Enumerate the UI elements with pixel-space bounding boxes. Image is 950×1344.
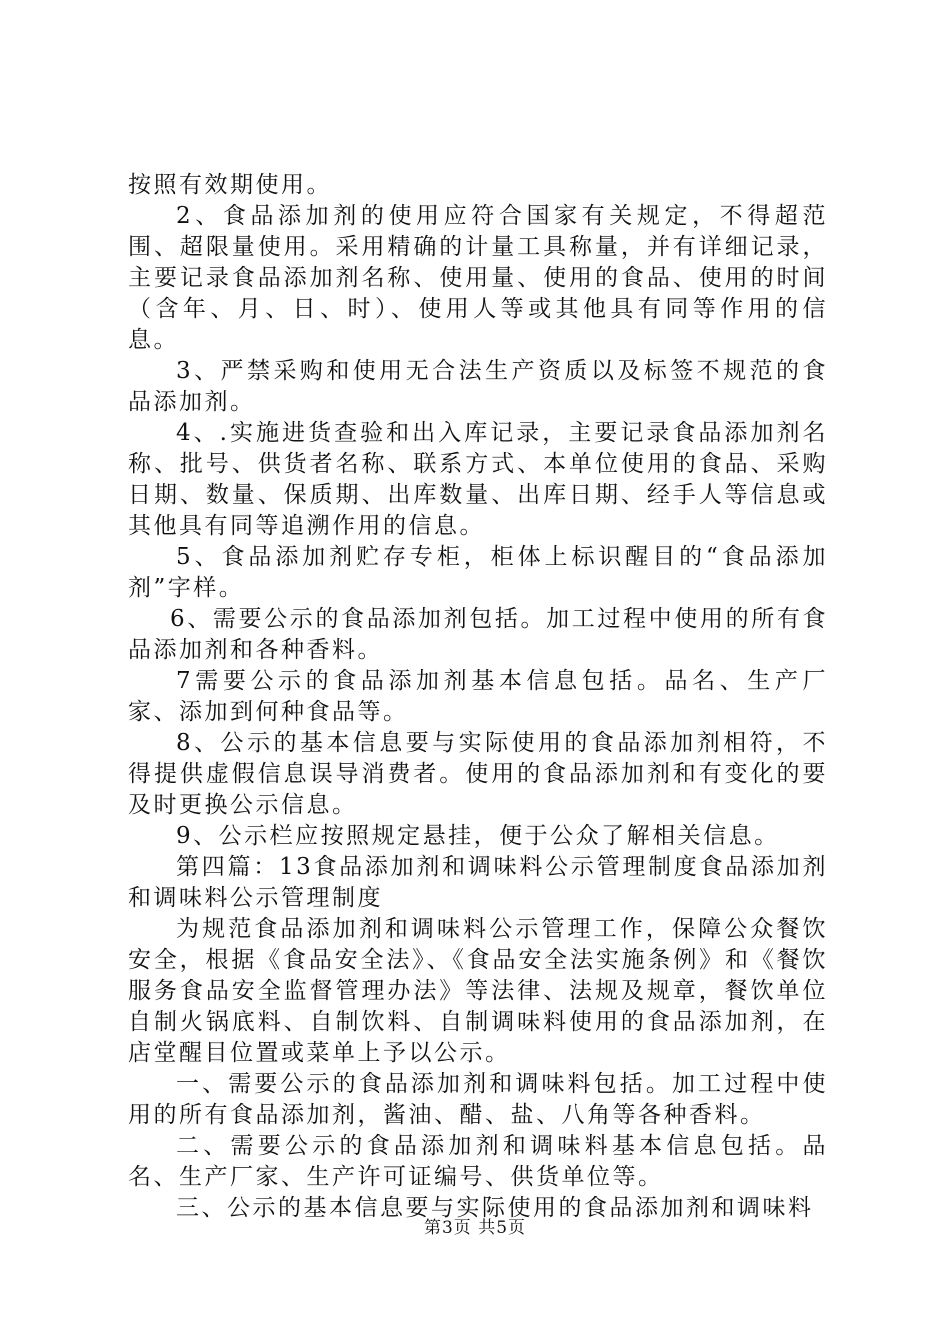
paragraph-2: 3、严禁采购和使用无合法生产资质以及标签不规范的食品添加剂。 [128,358,828,415]
paragraph-4: 5、食品添加剂贮存专柜，柜体上标识醒目的“食品添加剂”字样。 [128,544,828,601]
paragraph-7: 8、公示的基本信息要与实际使用的食品添加剂相符，不得提供虚假信息误导消费者。使用的食品添加剂和有变化的要及时更换公示信息。 [128,730,828,818]
paragraph-3: 4、.实施进货查验和出入库记录，主要记录食品添加剂名称、批号、供货者名称、联系方式、本单位使用的食品、采购日期、数量、保质期、出库数量、出库日期、经手人等信息或其他具有同等追溯作用的信息。 [128,420,828,539]
paragraph-11: 一、需要公示的食品添加剂和调味料包括。加工过程中使用的所有食品添加剂，酱油、醋、盐、八角等各种香料。 [128,1071,828,1128]
paragraph-8: 9、公示栏应按照规定悬挂，便于公众了解相关信息。 [176,823,780,849]
section-heading: 第四篇：13食品添加剂和调味料公示管理制度食品添加剂和调味料公示管理制度 [128,854,828,911]
paragraph-12: 二、需要公示的食品添加剂和调味料基本信息包括。品名、生产厂家、生产许可证编号、供货单位等。 [128,1133,828,1190]
paragraph-13: 三、公示的基本信息要与实际使用的食品添加剂和调味料 [176,1195,814,1221]
page-number-footer: 第3页 共5页 [423,1218,527,1238]
paragraph-1: 2、食品添加剂的使用应符合国家有关规定，不得超范围、超限量使用。采用精确的计量工具称量，并有详细记录，主要记录食品添加剂名称、使用量、使用的食品、使用的时间（含年、月、日、时）、使用人等或其他具有同等作用的信息。 [128,203,828,353]
paragraph-6: 7需要公示的食品添加剂基本信息包括。品名、生产厂家、添加到何种食品等。 [128,668,828,725]
paragraph-0: 按照有效期使用。 [128,172,332,198]
paragraph-5: 6、需要公示的食品添加剂包括。加工过程中使用的所有食品添加剂和各种香料。 [128,606,828,663]
document-body [128,170,828,1224]
paragraph-10: 为规范食品添加剂和调味料公示管理工作，保障公众餐饮安全，根据《食品安全法》、《食品安全法实施条例》和《餐饮服务食品安全监督管理办法》等法律、法规及规章，餐饮单位自制火锅底料、自制饮料、自制调味料使用的食品添加剂，在店堂醒目位置或菜单上予以公示。 [128,916,828,1066]
